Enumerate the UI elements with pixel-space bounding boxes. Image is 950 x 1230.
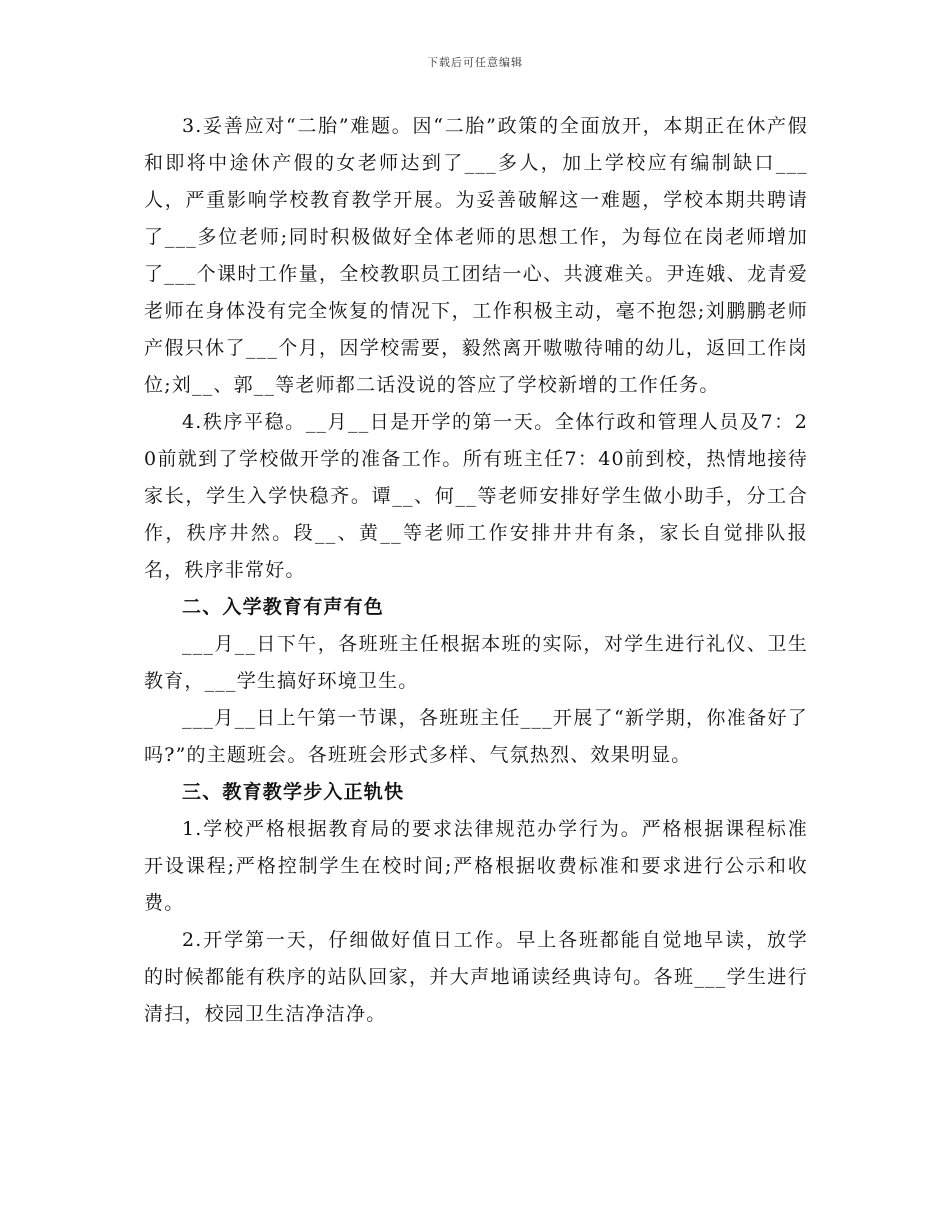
section-heading-entrance-education: 二、入学教育有声有色 — [182, 596, 385, 618]
paragraph-second-child-issue: 3.妥善应对“二胎”难题。因“二胎”政策的全面放开，本期正在休产假和即将中途休产假的女老师达到了___多人，加上学校应有编制缺口___人，严重影响学校教育教学开展。为妥善破解这一难题，学校本期共聘请了___多位老师;同时积极做好全体老师的思想工作，为每位在岗老师增加了___个课时工作量，全校教职员工团结一心、共渡难关。尹连娥、龙青爱老师在身体没有完全恢复的情况下，工作积极主动，毫不抱怨;刘鹏鹏老师产假只休了___个月，因学校需要，毅然离开嗷嗷待哺的幼儿，返回工作岗位;刘__、郭__等老师都二话没说的答应了学校新增的工作任务。 — [144, 115, 808, 396]
paragraph-order-stable: 4.秩序平稳。__月__日是开学的第一天。全体行政和管理人员及7：20前就到了学校做开学的准备工作。所有班主任7：40前到校，热情地接待家长，学生入学快稳齐。谭__、何__等老师安排好学生做小助手，分工合作，秩序井然。段__、黄__等老师工作安排井井有条，家长自觉排队报名，秩序非常好。 — [144, 411, 808, 581]
page-header-note: 下载后可任意编辑 — [427, 56, 523, 69]
paragraph-etiquette-education: ___月__日下午，各班班主任根据本班的实际，对学生进行礼仪、卫生教育，___学生搞好环境卫生。 — [144, 633, 808, 692]
paragraph-regulations: 1.学校严格根据教育局的要求法律规范办学行为。严格根据课程标准开设课程;严格控制学生在校时间;严格根据收费标准和要求进行公示和收费。 — [144, 818, 808, 914]
paragraph-first-day-duty: 2.开学第一天，仔细做好值日工作。早上各班都能自觉地早读，放学的时候都能有秩序的站队回家，并大声地诵读经典诗句。各班___学生进行清扫，校园卫生洁净洁净。 — [144, 929, 808, 1025]
document-body — [144, 108, 808, 1033]
paragraph-class-meeting: ___月__日上午第一节课，各班班主任___开展了“新学期，你准备好了吗?”的主题班会。各班班会形式多样、气氛热烈、效果明显。 — [144, 707, 808, 766]
section-heading-teaching-on-track: 三、教育教学步入正轨快 — [182, 781, 405, 803]
